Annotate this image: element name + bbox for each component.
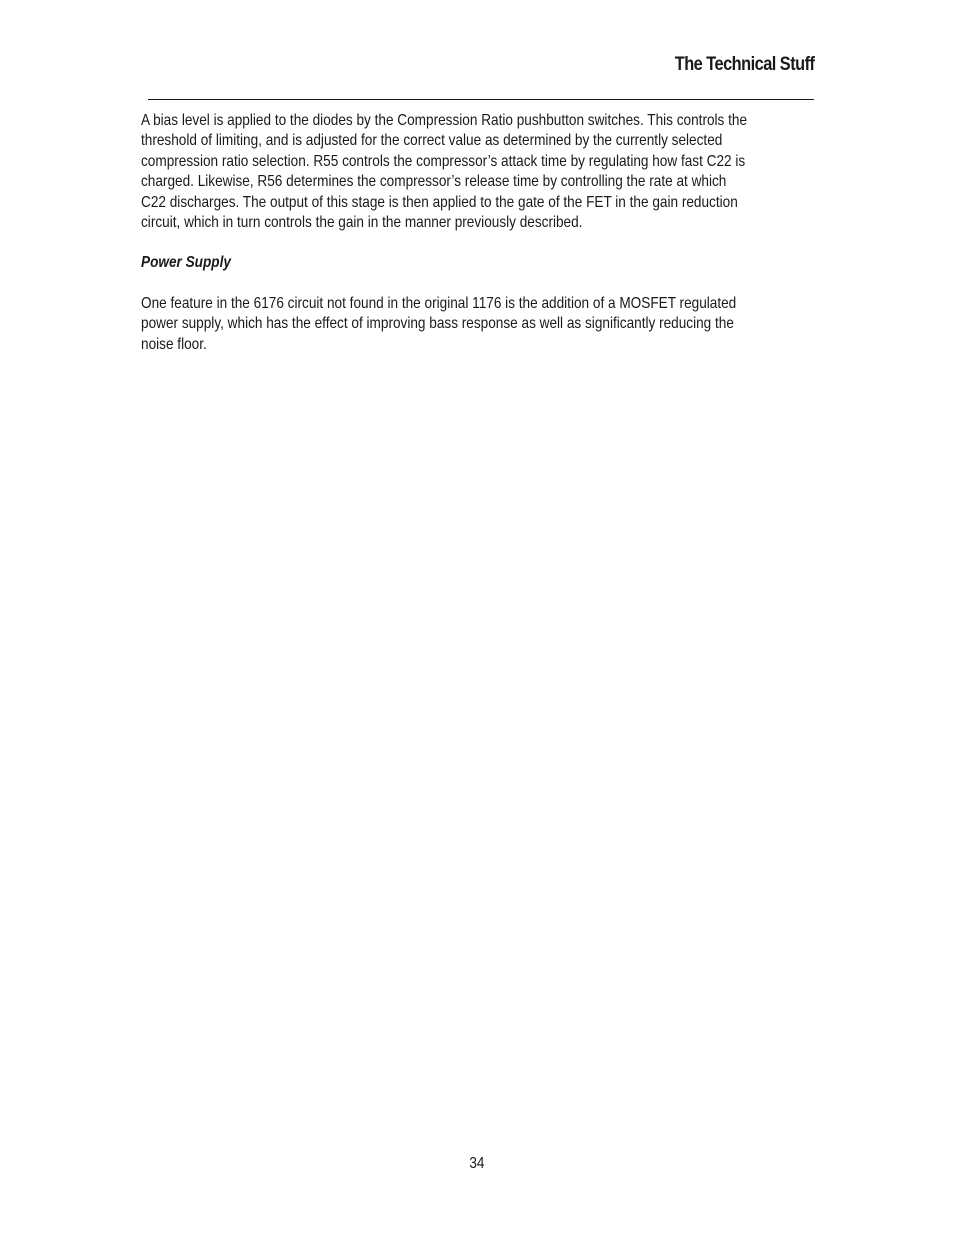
text-line: C22 discharges. The output of this stage is then applied to the gate of the FET in the gain reduction (141, 193, 738, 211)
header-divider (148, 99, 814, 100)
header-title: The Technical Stuff (674, 54, 814, 75)
text-line: circuit, which in turn controls the gain in the manner previously described. (141, 214, 583, 232)
text-line: compression ratio selection. R55 controls the compressor’s attack time by regulating how fast C22 is (141, 152, 746, 170)
text-line: power supply, which has the effect of improving bass response as well as significantly reducing the (141, 315, 734, 333)
page-content (141, 111, 813, 355)
text-line: threshold of limiting, and is adjusted for the correct value as determined by the currently selected (141, 132, 723, 150)
paragraph-power-supply (141, 294, 813, 355)
paragraph-bias-level (141, 111, 813, 233)
page-number (0, 1155, 954, 1173)
text-line: noise floor. (141, 335, 207, 353)
text-line: One feature in the 6176 circuit not found in the original 1176 is the addition of a MOSFET regulated (141, 294, 737, 312)
text-line: A bias level is applied to the diodes by the Compression Ratio pushbutton switches. This controls the (141, 112, 748, 129)
section-heading-power-supply: Power Supply (141, 254, 231, 272)
page-number-text: 34 (469, 1155, 485, 1172)
text-line: charged. Likewise, R56 determines the compressor’s release time by controlling the rate at which (141, 173, 727, 191)
